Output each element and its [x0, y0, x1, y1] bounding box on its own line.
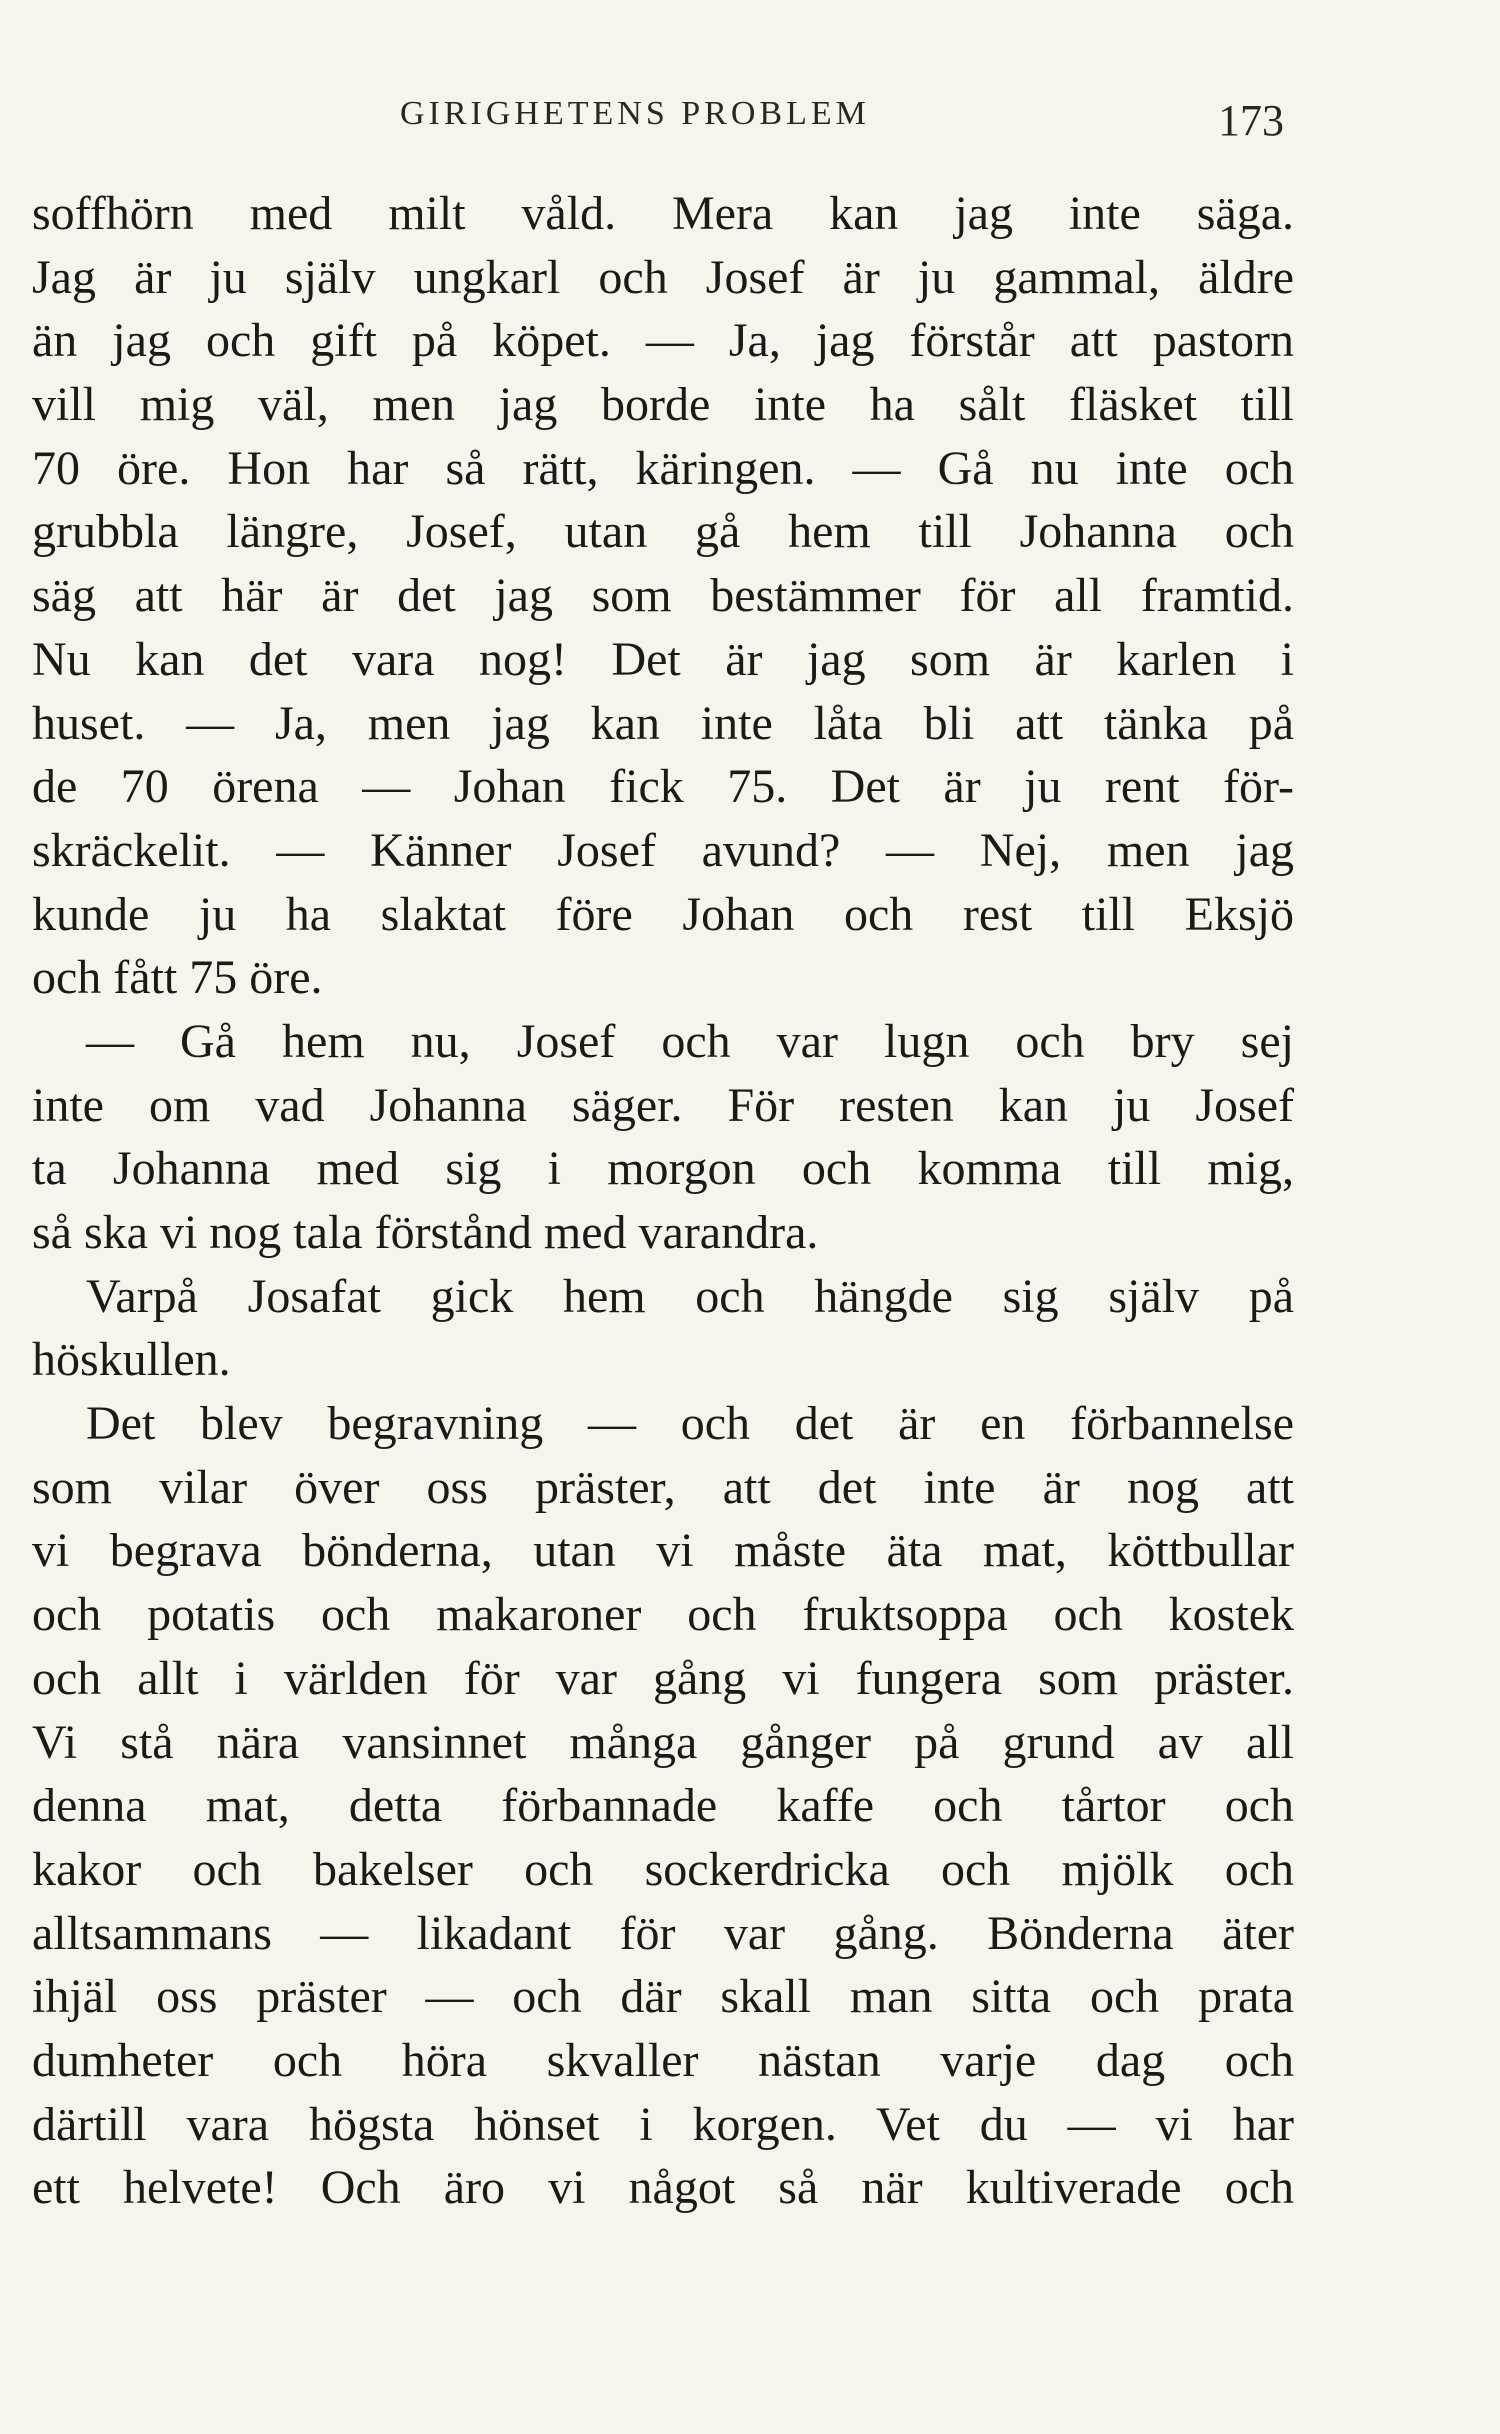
text-line: de 70 örena — Johan fick 75. Det är ju rent för- [32, 760, 1294, 814]
text-line: ett helvete! Och äro vi något så när kultiverade och [32, 2161, 1294, 2215]
text-line: och potatis och makaroner och fruktsoppa och kostek [32, 1588, 1294, 1642]
text-line: grubbla längre, Josef, utan gå hem till Johanna och [32, 505, 1294, 559]
text-line: därtill vara högsta hönset i korgen. Vet du — vi har [32, 2097, 1294, 2151]
text-line: Vi stå nära vansinnet många gånger på grund av all [32, 1715, 1294, 1769]
running-title: GIRIGHETENS PROBLEM [400, 95, 870, 132]
text-line: Det blev begravning — och det är en förbannelse [86, 1397, 1294, 1451]
text-line: skräckelit. — Känner Josef avund? — Nej, men jag [32, 823, 1294, 877]
text-line: så ska vi nog tala förstånd med varandra. [32, 1206, 819, 1259]
text-line: och allt i världen för var gång vi fungera som präster. [32, 1651, 1294, 1705]
text-line: Varpå Josafat gick hem och hängde sig själv på [86, 1269, 1294, 1323]
text-line: soffhörn med milt våld. Mera kan jag inte säga. [32, 187, 1294, 240]
text-line: säg att här är det jag som bestämmer för all framtid. [32, 569, 1294, 623]
text-line: vi begrava bönderna, utan vi måste äta mat, köttbullar [32, 1524, 1294, 1578]
text-line: än jag och gift på köpet. — Ja, jag förstår att pastorn [32, 314, 1294, 368]
text-line: ta Johanna med sig i morgon och komma till mig, [32, 1142, 1294, 1196]
text-line: höskullen. [32, 1333, 231, 1387]
text-line: 70 öre. Hon har så rätt, käringen. — Gå nu inte och [32, 441, 1294, 495]
text-line: kakor och bakelser och sockerdricka och mjölk och [32, 1842, 1294, 1896]
text-line: ihjäl oss präster — och där skall man sitta och prata [32, 1970, 1294, 2024]
text-line: Jag är ju själv ungkarl och Josef är ju gammal, äldre [32, 250, 1294, 304]
text-line: som vilar över oss präster, att det inte är nog att [32, 1460, 1294, 1514]
text-line: kunde ju ha slaktat före Johan och rest till Eksjö [32, 887, 1294, 941]
body-text [32, 182, 1294, 2220]
text-line: och fått 75 öre. [32, 951, 323, 1005]
page-number: 173 [1218, 96, 1284, 145]
text-line: vill mig väl, men jag borde inte ha sålt fläsket till [32, 378, 1294, 432]
text-line: Nu kan det vara nog! Det är jag som är karlen i [32, 632, 1294, 686]
text-line: denna mat, detta förbannade kaffe och tårtor och [32, 1779, 1294, 1833]
text-line: huset. — Ja, men jag kan inte låta bli att tänka på [32, 696, 1294, 750]
text-line: alltsammans — likadant för var gång. Bönderna äter [32, 1906, 1294, 1960]
text-line: — Gå hem nu, Josef och var lugn och bry sej [86, 1014, 1294, 1068]
text-line: inte om vad Johanna säger. För resten kan ju Josef [32, 1078, 1294, 1132]
text-line: dumheter och höra skvaller nästan varje dag och [32, 2033, 1294, 2087]
